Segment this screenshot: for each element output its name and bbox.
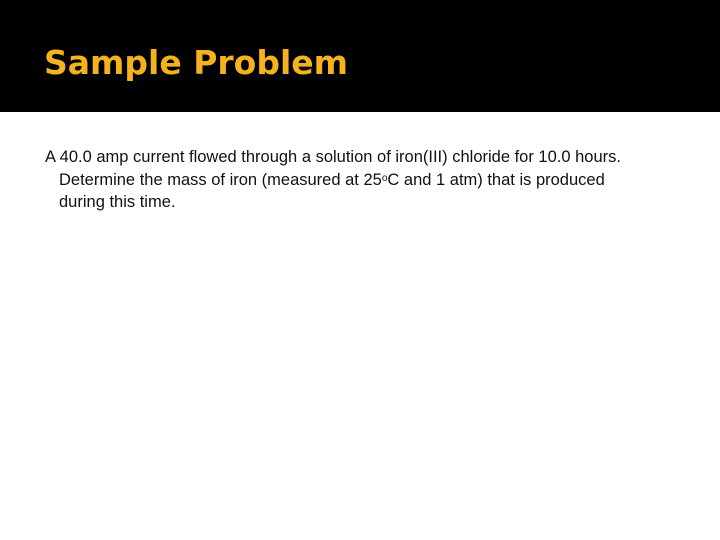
problem-line-2-end: C and 1 atm) that is produced [387,170,605,189]
slide-title: Sample Problem [44,43,349,82]
degree-superscript: o [381,172,388,184]
problem-line-2-start: Determine the mass of iron (measured at 25 [59,170,382,189]
problem-statement [45,146,695,214]
problem-line-1: A 40.0 amp current flowed through a solution of iron(III) chloride for 10.0 hours. [45,148,621,166]
problem-line-3: during this time. [59,193,176,211]
problem-line-2 [45,169,695,192]
title-bar [0,0,720,112]
